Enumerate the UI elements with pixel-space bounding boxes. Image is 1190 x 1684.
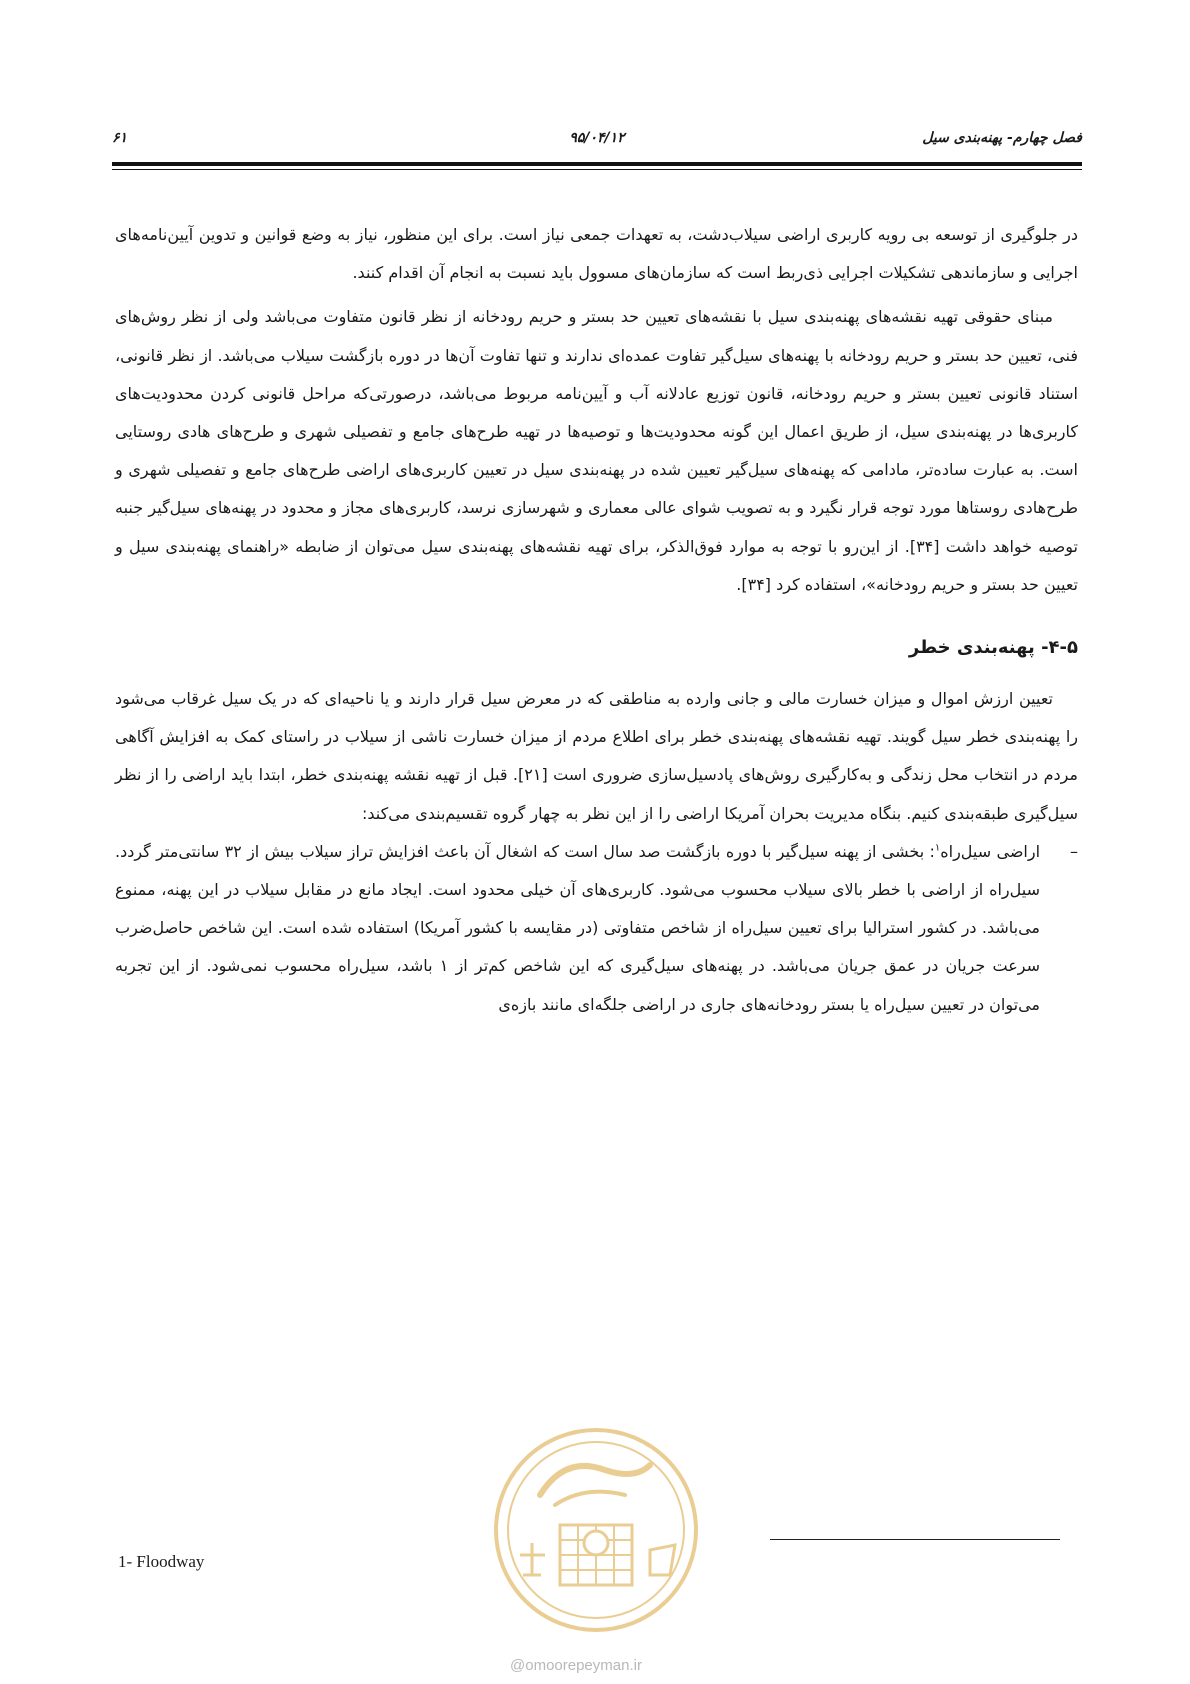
bullet-dash: – [1070,841,1078,861]
header-rule-thick [112,162,1082,166]
body-text [115,216,1078,1024]
bullet-term: اراضی سیل‌راه [940,841,1041,861]
paragraph: مبنای حقوقی تهیه نقشه‌های پهنه‌بندی سیل با نقشه‌های تعیین حد بستر و حریم رودخانه از نظر قانون متفاوت می‌باشد ولی از نظر روش‌های فنی، تعیین حد بستر و حریم رودخانه با پهنه‌های سیل‌گیر تفاوت عمده‌ای ندارند و تنها تفاوت آن‌ها در دوره بازگشت سیلاب می‌باشد. از نظر قانونی، استناد قانونی تعیین بستر و حریم رودخانه، قانون توزیع عادلانه آب و آیین‌نامه مربوط می‌باشد، درصورتی‌که مراحل قانونی کردن محدودیت‌های کاربری‌ها در پهنه‌بندی سیل، از طریق اعمال این گونه محدودیت‌ها و توصیه‌ها در تهیه طرح‌های جامع و تفصیلی شهری و طرح‌های هادی روستایی است. به عبارت ساده‌تر، مادامی که پهنه‌های سیل‌گیر تعیین شده در پهنه‌بندی سیل در تعیین کاربری‌های اراضی طرح‌های جامع و تفصیلی شهری و طرح‌هادی روستاها مورد توجه قرار نگیرد و به تصویب شوای عالی معماری و شهرسازی نرسد، کاربری‌های مجاز و محدود در پهنه‌های سیل‌گیر جنبه توصیه خواهد داشت [۳۴]. از این‌رو با توجه به موارد فوق‌الذکر، برای تهیه نقشه‌های پهنه‌بندی سیل می‌توان از ضابطه «راهنمای پهنه‌بندی سیل و تعیین حد بستر و حریم رودخانه»، استفاده کرد [۳۴]. [115,307,1078,594]
paragraph: در جلوگیری از توسعه بی رویه کاربری اراضی سیلاب‌دشت، به تعهدات جمعی نیاز است. برای این منظور، نیاز به وضع قوانین و تدوین آیین‌نامه‌های اجرایی و سازماندهی تشکیلات اجرایی ذی‌ربط است که سازمان‌های مسوول باید نسبت به انجام آن اقدام کنند. [115,225,1078,283]
section-heading: ۴-۵- پهنه‌بندی خطر [908,637,1078,659]
watermark-url-text: omoorepeyman.ir [525,1657,642,1674]
chapter-title: فصل چهارم- پهنه‌بندی سیل [922,130,1082,146]
page-number: ۶۱ [112,130,128,146]
footnote: 1- Floodway [118,1552,205,1571]
header-rule-thin [112,169,1082,170]
footnote-ref[interactable]: ۱ [934,842,941,854]
footnote-separator [770,1539,1060,1540]
list-item [115,833,1078,1024]
bullet-text: : بخشی از پهنه سیل‌گیر با دوره بازگشت صد سال است که اشغال آن باعث افزایش تراز سیلاب بیش از ۳۲ سانتی‌متر گردد. سیل‌راه از اراضی با خطر بالای سیلاب محسوب می‌شود. کاربری‌های آن خیلی محدود است. ایجاد مانع در مقابل سیلاب در این پهنه، ممنوع می‌باشد. در کشور استرالیا برای تعیین سیل‌راه از شاخص متفاوتی (در مقایسه با کشور آمریکا) استفاده شده است. این شاخص حاصل‌ضرب سرعت جریان در عمق جریان می‌باشد. در پهنه‌های سیل‌گیری که این شاخص کم‌تر از ۱ باشد، سیل‌راه محسوب نمی‌شود. از این تجربه می‌توان در تعیین سیل‌راه یا بستر رودخانه‌های جاری در اراضی جلگه‌ای مانند بازه‌ی [115,841,1040,1014]
header-date: ۹۵/۰۴/۱۲ [569,130,625,146]
watermark-logo-icon [485,1425,707,1635]
watermark-url: @omoorepeyman.ir [510,1657,642,1674]
paragraph: تعیین ارزش اموال و میزان خسارت مالی و جانی وارده به مناطقی که در معرض سیل قرار دارند و یا ناحیه‌ای که در یک سیل غرقاب می‌شود را پهنه‌بندی خطر سیل گویند. تهیه نقشه‌های پهنه‌بندی خطر برای اطلاع مردم از میزان خسارت ناشی از سیلاب در راستای کمک به افزایش آگاهی مردم در انتخاب محل زندگی و به‌کارگیری روش‌های پادسیل‌سازی ضروری است [۲۱]. قبل از تهیه نقشه پهنه‌بندی خطر، ابتدا باید اراضی را از نظر سیل‌گیری طبقه‌بندی کنیم. بنگاه مدیریت بحران آمریکا اراضی را از این نظر به چهار گروه تقسیم‌بندی می‌کند: [115,689,1078,823]
page-header [112,128,1082,154]
